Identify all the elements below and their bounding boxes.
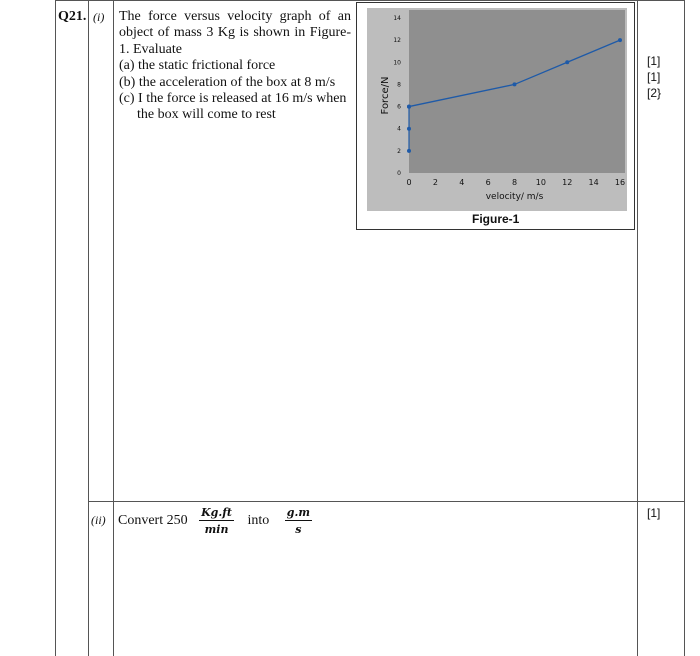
data-point: [407, 149, 411, 153]
to-unit-fraction: [285, 506, 312, 536]
x-tick-label: 2: [432, 178, 438, 187]
x-tick-label: 8: [511, 178, 518, 187]
table-right-border: [684, 0, 685, 656]
y-tick-label: 12: [393, 37, 401, 45]
part-i-label: (i): [93, 10, 105, 24]
statement-line: 1. Evaluate: [119, 41, 182, 57]
question-number: Q21.: [58, 9, 87, 24]
from-unit-fraction: [199, 506, 234, 536]
y-tick-label: 8: [397, 81, 401, 89]
from-unit-denominator: min: [204, 523, 229, 536]
table-left-border: [55, 0, 56, 656]
table-col-divider-2: [113, 0, 114, 656]
y-axis-label: Force/N: [380, 76, 391, 115]
row-divider: [88, 501, 685, 502]
x-tick-label: 0: [406, 178, 412, 187]
statement-line: object of mass 3 Kg is shown in Figure-: [119, 25, 351, 41]
table-top-border: [55, 0, 685, 1]
data-point: [407, 105, 411, 109]
part-ii-label: (ii): [91, 513, 106, 527]
question-text: [119, 9, 351, 124]
convert-word: Convert 250: [118, 513, 188, 528]
data-point: [618, 38, 622, 42]
mark-b: [1]: [647, 70, 661, 84]
x-tick-label: 10: [535, 178, 546, 187]
from-unit-numerator: Kg.ft: [201, 506, 233, 519]
sub-question-c: (c) I the force is released at 16 m/s when: [119, 91, 347, 107]
data-point: [407, 127, 411, 131]
mark-a: [1]: [647, 54, 661, 68]
sub-question-c-continued: the box will come to rest: [137, 107, 276, 123]
mark-ii: [1]: [647, 506, 661, 520]
mark-c: [2}: [647, 86, 662, 100]
force-velocity-chart: [367, 8, 627, 211]
plot-area: [409, 10, 625, 173]
y-tick-label: 2: [397, 147, 401, 155]
convert-question: [118, 506, 312, 536]
x-tick-label: 16: [614, 178, 626, 187]
y-tick-label: 14: [393, 15, 401, 22]
x-tick-label: 4: [459, 178, 465, 187]
x-axis-label: velocity/ m/s: [485, 192, 544, 202]
to-unit-numerator: g.m: [286, 506, 310, 519]
x-tick-label: 6: [485, 178, 491, 187]
table-col-divider-3: [637, 0, 638, 656]
to-unit-denominator: s: [295, 523, 302, 536]
y-tick-label: 0: [397, 170, 401, 177]
data-point: [565, 60, 569, 64]
table-col-divider-1: [88, 0, 89, 656]
statement-line: The force versus velocity graph of an: [119, 9, 351, 24]
x-tick-label: 12: [562, 178, 573, 187]
data-point: [513, 82, 517, 86]
figure-caption: Figure-1: [472, 212, 520, 226]
y-tick-label: 6: [397, 103, 401, 111]
y-tick-label: 4: [397, 125, 401, 133]
x-tick-label: 14: [588, 178, 599, 187]
sub-question-b: (b) the acceleration of the box at 8 m/s: [119, 74, 336, 90]
into-word: into: [247, 513, 270, 528]
sub-question-a: (a) the static frictional force: [119, 58, 276, 74]
y-tick-label: 10: [393, 59, 401, 67]
